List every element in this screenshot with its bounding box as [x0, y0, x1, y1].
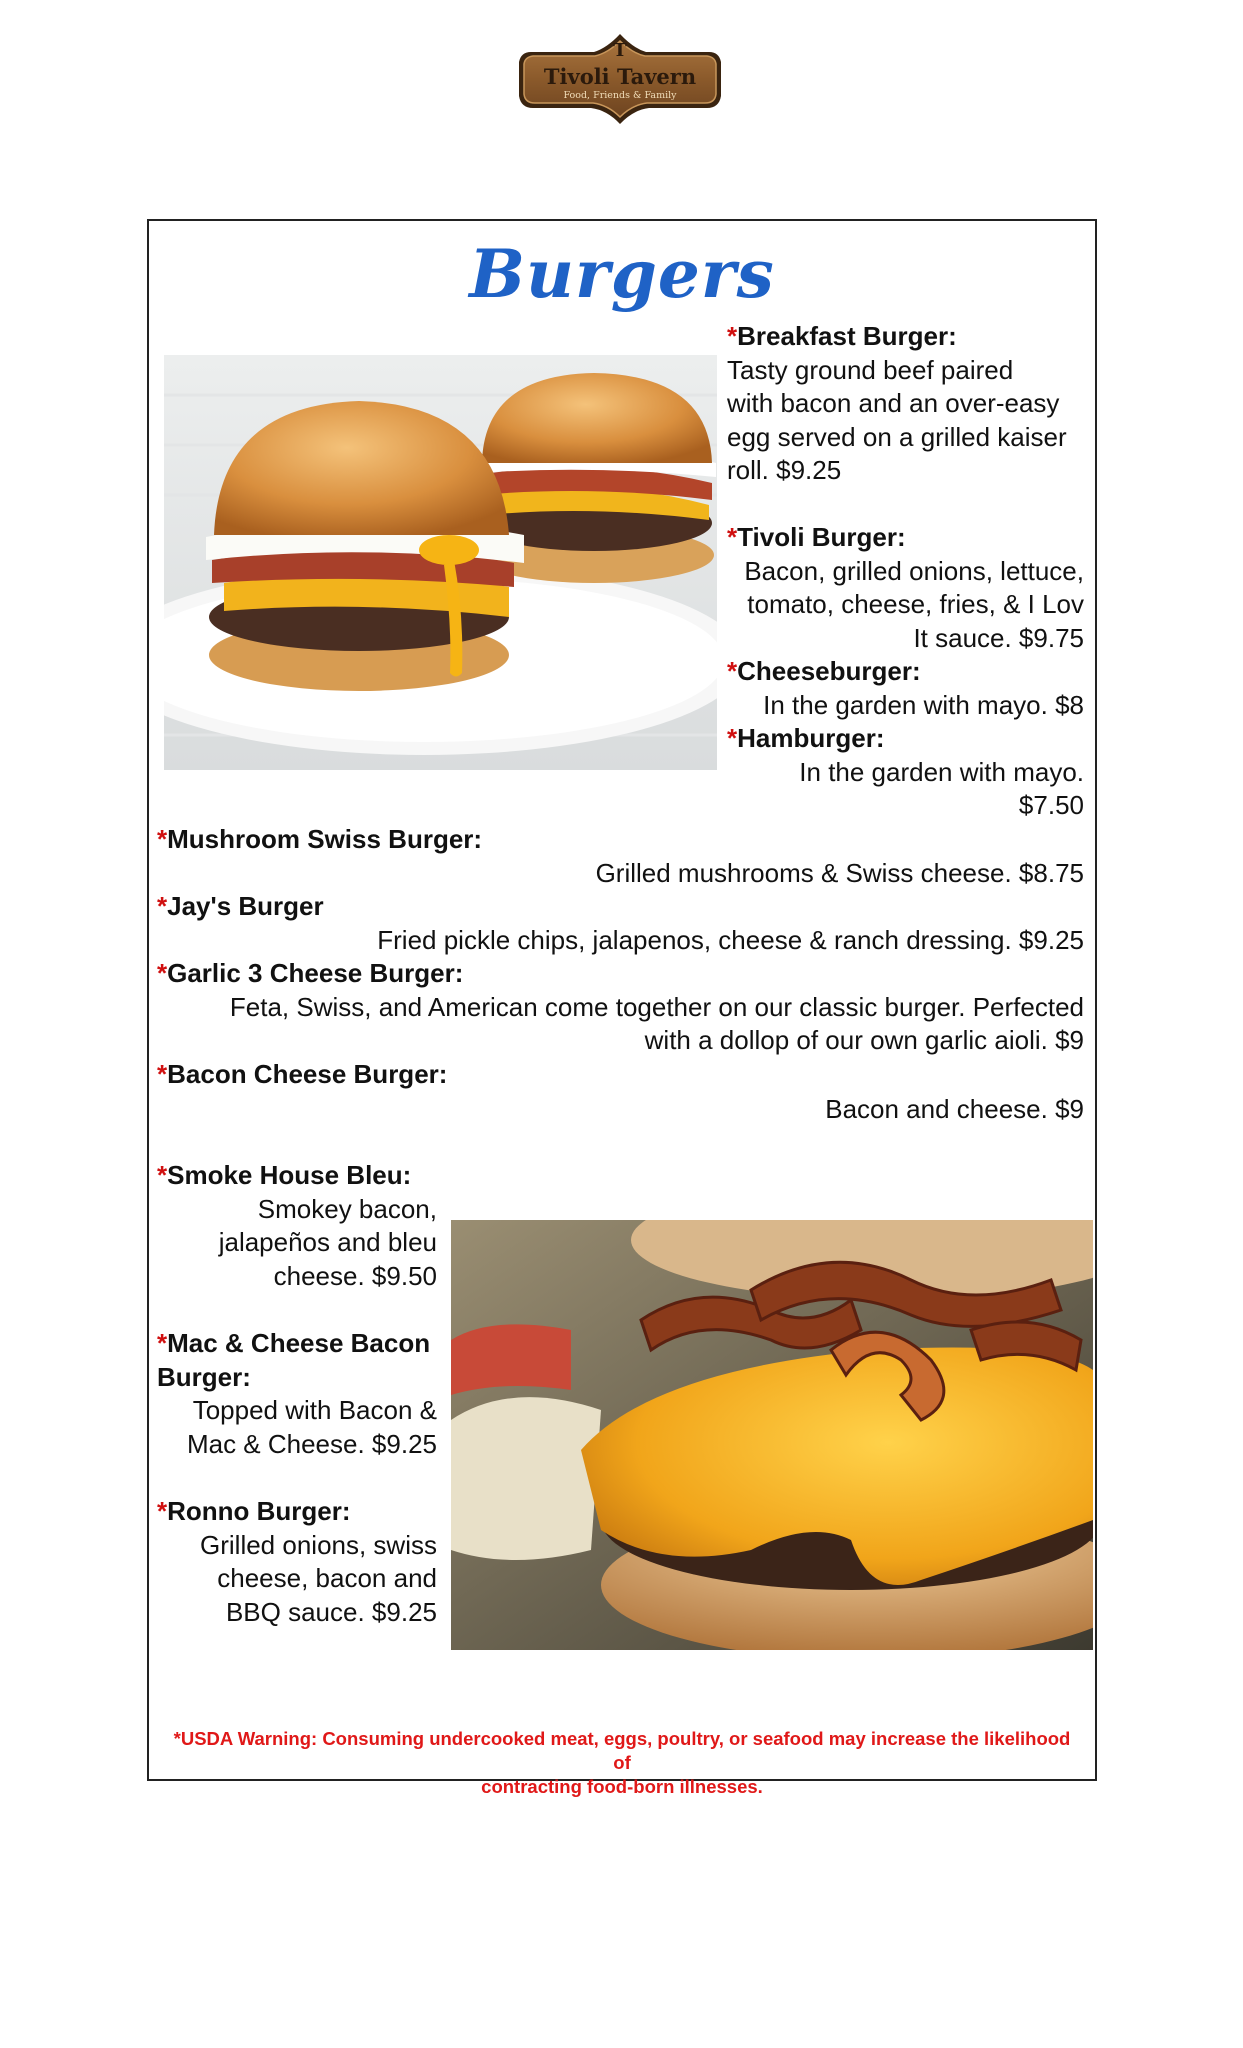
menu-item-mac-cheese-bacon-burger [157, 1327, 437, 1461]
tivoli-tavern-logo [511, 30, 729, 128]
item-name: Bacon Cheese Burger: [167, 1059, 448, 1089]
item-name: Jay's Burger [167, 891, 324, 921]
item-desc-line: egg served on a grilled kaiser [727, 421, 1067, 452]
menu-item-mushroom-swiss-burger [157, 823, 1084, 890]
item-desc-line: It sauce. $9.75 [913, 622, 1084, 653]
item-desc-line: Smokey bacon, [257, 1193, 437, 1224]
item-star: * [157, 1328, 168, 1358]
breakfast-burger-photo [164, 355, 717, 770]
item-star: * [727, 656, 738, 686]
item-desc-line: Bacon, grilled onions, lettuce, [744, 555, 1084, 586]
menu-item-cheeseburger [727, 655, 1084, 722]
item-name: Burger: [157, 1361, 251, 1392]
item-star: * [157, 891, 168, 921]
item-name: Breakfast Burger: [737, 321, 957, 351]
item-star: * [727, 321, 738, 351]
menu-item-tivoli-burger [727, 521, 1084, 655]
item-desc-line: In the garden with mayo. $8 [763, 689, 1084, 720]
item-star: * [157, 1160, 168, 1190]
item-name: Hamburger: [737, 723, 885, 753]
item-name: Mushroom Swiss Burger: [167, 824, 483, 854]
item-desc-line: BBQ sauce. $9.25 [225, 1596, 437, 1627]
item-star: * [157, 1496, 168, 1526]
menu-title: Burgers [469, 235, 775, 313]
item-desc-line: Tasty ground beef paired [727, 354, 1014, 385]
item-star: * [727, 522, 738, 552]
item-desc-line: cheese. $9.50 [273, 1260, 437, 1291]
menu-item-smoke-house-bleu [157, 1159, 437, 1293]
item-desc-line: $7.50 [1018, 790, 1084, 820]
menu-item-bacon-cheese-burger [157, 1058, 1084, 1126]
item-star: * [157, 1059, 168, 1089]
menu-item-ronno-burger [157, 1495, 437, 1629]
item-desc-line: Topped with Bacon & [192, 1395, 437, 1425]
item-desc-line: with a dollop of our own garlic aioli. $9 [644, 1025, 1084, 1055]
warning-line: *USDA Warning: Consuming undercooked meat, eggs, poultry, or seafood may increase the likelihood of [173, 1728, 1071, 1773]
item-desc-line: Fried pickle chips, jalapenos, cheese & ranch dressing. $9.25 [377, 924, 1084, 955]
warning-line: contracting food-born illnesses. [481, 1776, 763, 1797]
bacon-cheeseburger-photo [451, 1220, 1093, 1650]
item-name: Mac & Cheese Bacon [167, 1328, 431, 1358]
logo-monogram: T [613, 40, 627, 61]
item-desc-line: tomato, cheese, fries, & I Lov [747, 589, 1084, 619]
usda-warning [164, 1727, 1080, 1799]
item-desc-line: Bacon and cheese. $9 [825, 1093, 1084, 1124]
item-desc-line: In the garden with mayo. [799, 756, 1084, 787]
menu-item-jays-burger [157, 890, 1084, 957]
item-desc-line: roll. $9.25 [727, 455, 842, 485]
logo-tagline: Food, Friends & Family [563, 90, 677, 101]
item-desc-line: Grilled onions, swiss [200, 1529, 437, 1560]
menu-item-garlic-3-cheese-burger [157, 957, 1084, 1058]
item-star: * [727, 723, 738, 753]
item-desc-line: Mac & Cheese. $9.25 [186, 1428, 437, 1459]
item-star: * [157, 824, 168, 854]
item-name: Tivoli Burger: [737, 522, 906, 552]
logo-sign-graphic [511, 30, 729, 128]
menu-frame [147, 219, 1097, 1797]
item-name: Garlic 3 Cheese Burger: [167, 958, 464, 988]
item-desc-line: Grilled mushrooms & Swiss cheese. $8.75 [595, 857, 1084, 888]
item-name: Smoke House Bleu: [167, 1160, 412, 1190]
item-star: * [157, 958, 168, 988]
item-name: Cheeseburger: [737, 656, 921, 686]
item-desc-line: jalapeños and bleu [218, 1227, 437, 1257]
logo-title: Tivoli Tavern [543, 64, 697, 89]
menu-item-breakfast-burger [727, 320, 1087, 488]
item-desc-line: Feta, Swiss, and American come together on our classic burger. Perfected [229, 991, 1084, 1022]
item-desc-line: cheese, bacon and [217, 1563, 437, 1593]
menu-item-hamburger [727, 722, 1084, 823]
item-desc-line: with bacon and an over-easy [727, 388, 1060, 418]
item-name: Ronno Burger: [167, 1496, 351, 1526]
